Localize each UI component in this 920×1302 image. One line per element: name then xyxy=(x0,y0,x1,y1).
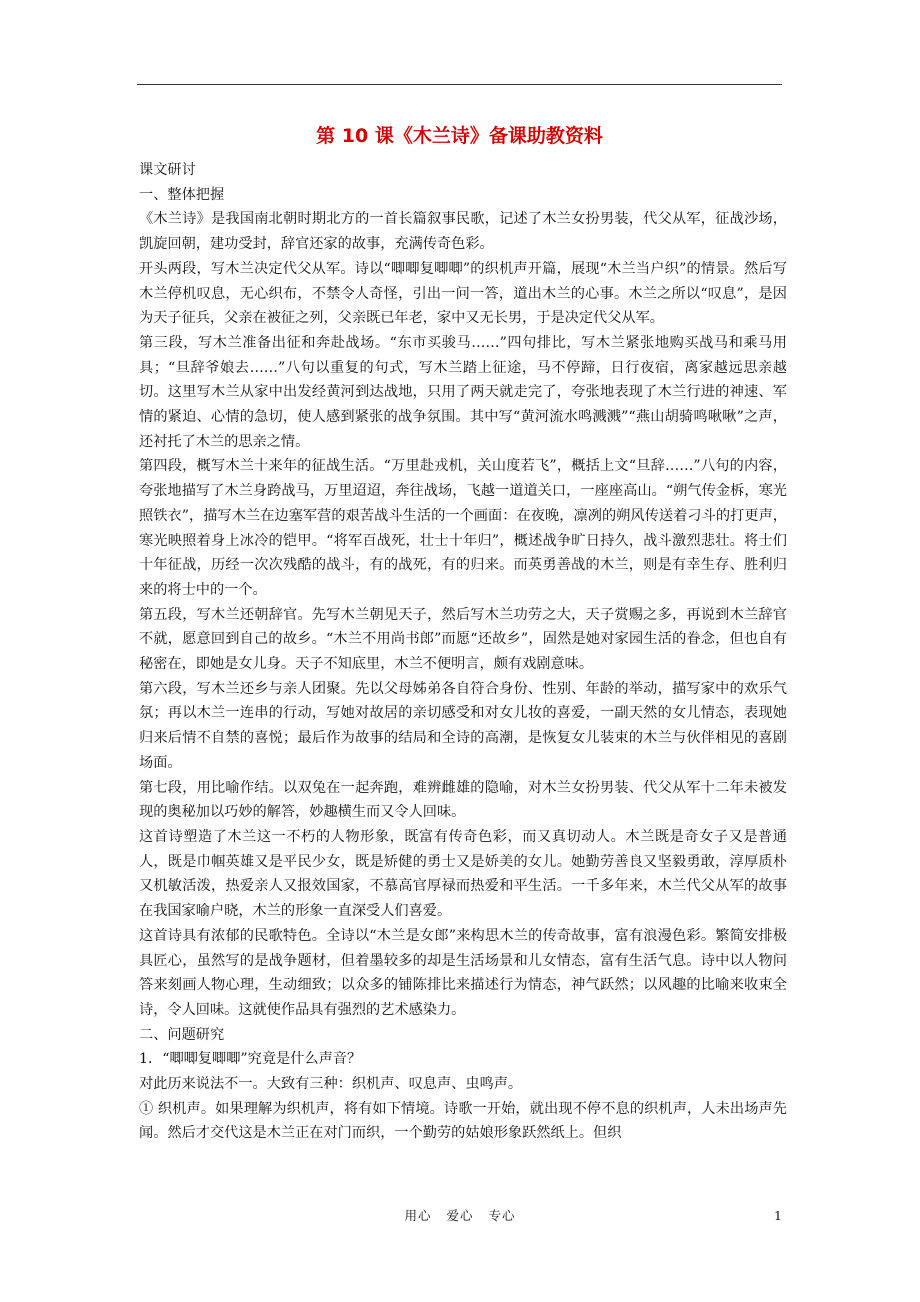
page-footer xyxy=(0,1206,920,1226)
footer-motto: 用心 爱心 专心 xyxy=(404,1208,516,1223)
paragraph: 第六段，写木兰还乡与亲人团聚。先以父母姊弟各自符合身份、性别、年龄的举动，描写家中的欢乐气氛；再以木兰一连串的行动，写她对故居的亲切感受和对女儿妆的喜爱，一副天然的女儿情态，表现她归来后情不自禁的喜悦；最后作为故事的结局和全诗的高潮，是恢复女儿装束的木兰与伙伴相见的喜剧场面。 xyxy=(139,680,787,771)
page-number: 1 xyxy=(774,1208,782,1223)
header-rule xyxy=(137,84,782,85)
paragraph: 这首诗具有浓郁的民歌特色。全诗以“木兰是女郎”来构思木兰的传奇故事，富有浪漫色彩。繁简安排极具匠心，虽然写的是战争题材，但着墨较多的却是生活场景和儿女情态，富有生活气息。诗中以人物问答来刻画人物心理，生动细致；以众多的铺陈排比来描述行为情态，神气跃然；以风趣的比喻来收束全诗，令人回味。这就使作品具有强烈的艺术感染力。 xyxy=(139,927,787,1018)
paragraph: 这首诗塑造了木兰这一不朽的人物形象，既富有传奇色彩，而又真切动人。木兰既是奇女子又是普通人，既是巾帼英雄又是平民少女，既是矫健的勇士又是娇美的女儿。她勤劳善良又坚毅勇敢，淳厚质朴又机敏活泼，热爱亲人又报效国家，不慕高官厚禄而热爱和平生活。一千多年来，木兰代父从军的故事在我国家喻户晓，木兰的形象一直深受人们喜爱。 xyxy=(139,828,787,920)
paragraph: 第三段，写木兰准备出征和奔赴战场。“东市买骏马……”四句排比，写木兰紧张地购买战马和乘马用具；“旦辞爷娘去……”八句以重复的句式，写木兰踏上征途，马不停蹄，日行夜宿，离家越远思亲越切。这里写木兰从家中出发经黄河到达战地，只用了两天就走完了，夸张地表现了木兰行进的神速、军情的紧迫、心情的急切，使人感到紧张的战争氛围。其中写“黄河流水鸣溅溅”“燕山胡骑鸣啾啾”之声，还衬托了木兰的思亲之情。 xyxy=(139,334,787,450)
paragraph: 对此历来说法不一。大致有三种：织机声、叹息声、虫鸣声。 xyxy=(139,1076,523,1093)
section-heading: 二、问题研究 xyxy=(139,1026,225,1043)
document-body xyxy=(139,158,787,1146)
page-title: 第 10 课《木兰诗》备课助教资料 xyxy=(316,125,603,147)
paragraph: ① 织机声。如果理解为织机声，将有如下情境。诗歌一开始，就出现不停不息的织机声，人未出场声先闻。然后才交代这是木兰正在对门而织，一个勤劳的姑娘形象跃然纸上。但织 xyxy=(139,1100,787,1142)
paragraph: 第四段，概写木兰十来年的征战生活。“万里赴戎机，关山度若飞”，概括上文“旦辞……”八句的内容，夸张地描写了木兰身跨战马，万里迢迢，奔往战场，飞越一道道关口，一座座高山。“朔气传金柝，寒光照铁衣”，描写木兰在边塞军营的艰苦战斗生活的一个画面：在夜晚，凛冽的朔风传送着刁斗的打更声，寒光映照着身上冰冷的铠甲。“将军百战死，壮士十年归”，概述战争旷日持久，战斗激烈悲壮。将士们十年征战，历经一次次残酷的战斗，有的战死，有的归来。而英勇善战的木兰，则是有幸生存、胜利归来的将士中的一个。 xyxy=(139,458,787,598)
section-label: 课文研讨 xyxy=(139,162,196,178)
section-heading: 一、整体把握 xyxy=(139,186,225,203)
paragraph: 第七段，用比喻作结。以双兔在一起奔跑，难辨雌雄的隐喻，对木兰女扮男装、代父从军十二年未被发现的奥秘加以巧妙的解答，妙趣横生而又令人回味。 xyxy=(139,779,787,821)
question-heading: 1．“唧唧复唧唧”究竟是什么声音？ xyxy=(139,1051,362,1068)
paragraph: 《木兰诗》是我国南北朝时期北方的一首长篇叙事民歌，记述了木兰女扮男装，代父从军，征战沙场，凯旋回朝，建功受封，辞官还家的故事，充满传奇色彩。 xyxy=(139,211,787,253)
paragraph: 第五段，写木兰还朝辞官。先写木兰朝见天子，然后写木兰功劳之大，天子赏赐之多，再说到木兰辞官不就，愿意回到自己的故乡。“木兰不用尚书郎”而愿“还故乡”，固然是她对家园生活的眷念，但也自有秘密在，即她是女儿身。天子不知底里，木兰不便明言，颇有戏剧意味。 xyxy=(139,606,787,673)
paragraph: 开头两段，写木兰决定代父从军。诗以“唧唧复唧唧”的织机声开篇，展现“木兰当户织”的情景。然后写木兰停机叹息，无心织布，不禁令人奇怪，引出一问一答，道出木兰的心事。木兰之所以“叹息”，是因为天子征兵，父亲在被征之列，父亲既已年老，家中又无长男，于是决定代父从军。 xyxy=(139,260,787,327)
